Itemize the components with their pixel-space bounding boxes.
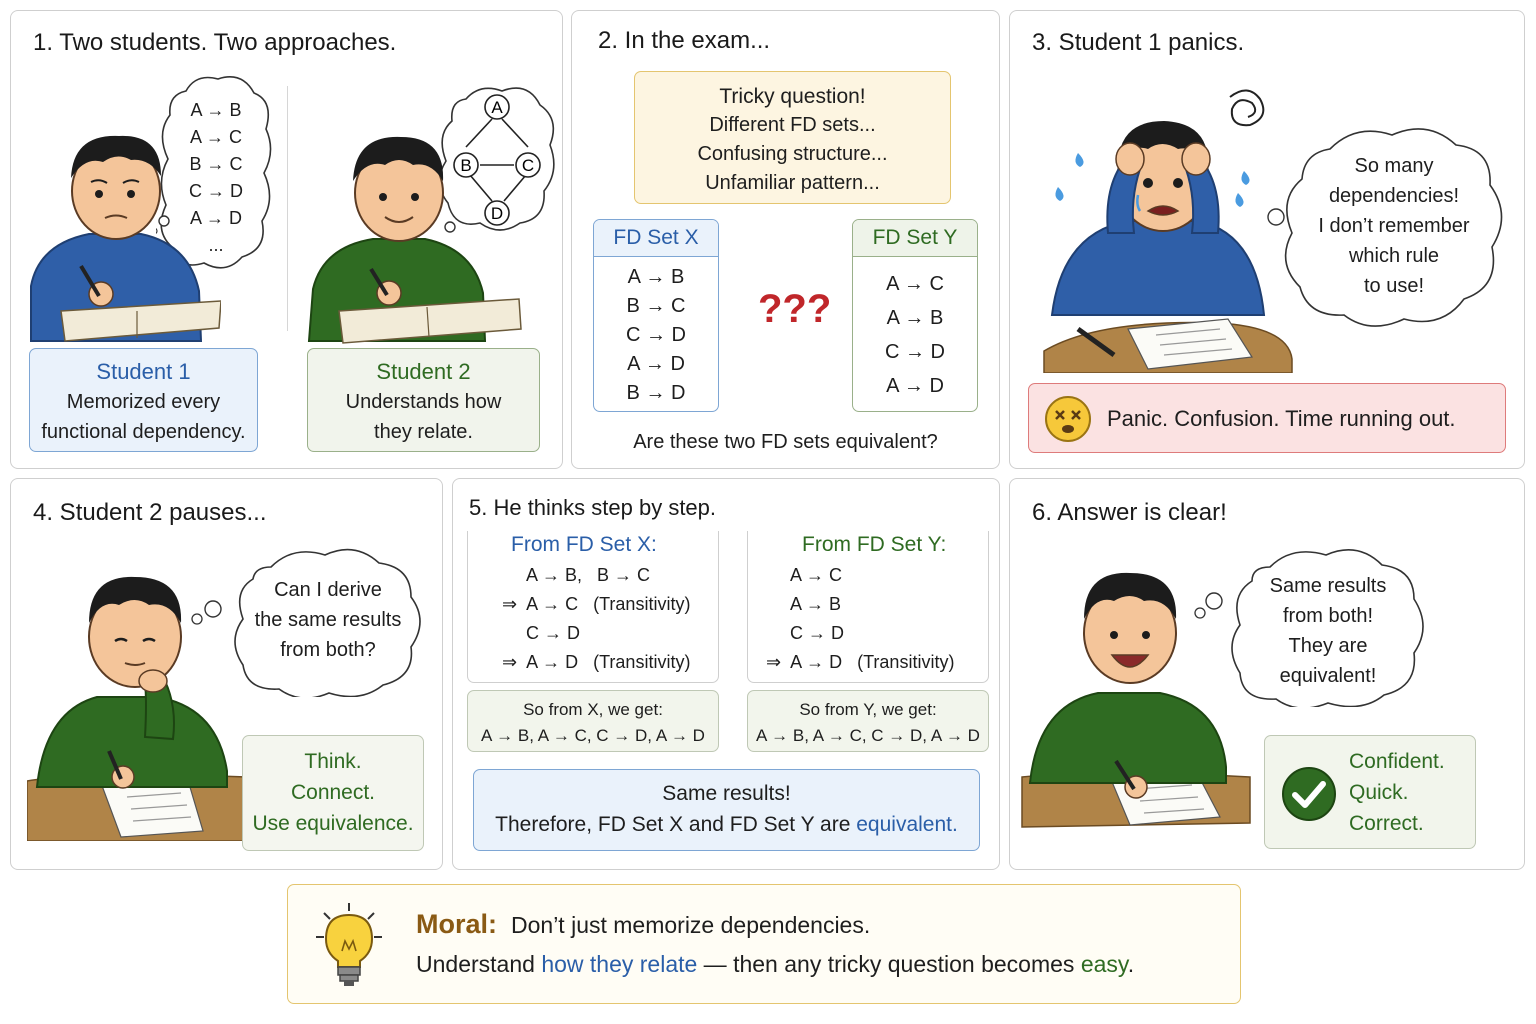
equivalent-thought-line: They are <box>1288 635 1368 657</box>
panic-banner <box>1028 383 1506 453</box>
from-y-summary-list: A → B, A → C, C → D, A → D <box>756 726 980 745</box>
from-y-title: From FD Set Y: <box>802 533 947 556</box>
panic-thought-line: dependencies! <box>1328 185 1460 207</box>
student-2-studying-illustration <box>299 121 529 351</box>
memorized-fd-item: C → D <box>189 181 243 201</box>
student-1-studying-illustration <box>21 116 221 346</box>
fd-set-y-list <box>853 257 977 403</box>
from-x-summary <box>467 690 719 752</box>
diagram-node-b: B <box>460 156 472 175</box>
moral-line-1-text: Don’t just memorize dependencies. <box>511 912 871 938</box>
fd-set-y-item: A → B <box>886 307 944 329</box>
panel-2-title: 2. In the exam... <box>598 27 771 54</box>
panic-thought-line: to use! <box>1363 275 1425 297</box>
panel-5 <box>452 478 1000 870</box>
tricky-question-box <box>634 71 951 204</box>
diagram-node-a: A <box>491 98 503 117</box>
equivalent-thought-cloud <box>1228 545 1428 707</box>
derive-thought-line: from both? <box>280 639 376 661</box>
question-marks: ??? <box>758 287 832 331</box>
from-x-summary-head: So from X, we get: <box>523 700 663 719</box>
panel-4-title: 4. Student 2 pauses... <box>33 499 267 526</box>
moral-how-they-relate: how they relate <box>541 951 698 977</box>
moral-line-2-pre: Understand <box>416 951 542 977</box>
from-x-step: A → B, B → C <box>526 565 651 585</box>
think-connect-box <box>242 735 424 851</box>
fd-set-y-card <box>852 219 978 412</box>
equivalent-thought-text <box>1228 571 1428 691</box>
fd-set-x-list <box>594 257 718 408</box>
derive-thought-line: the same results <box>254 609 402 631</box>
from-y-step: C → D <box>790 623 844 643</box>
confident-lines <box>1349 746 1445 839</box>
think-connect-line: Think. <box>304 750 362 773</box>
equivalent-thought-line: equivalent! <box>1279 665 1377 687</box>
from-y-steps <box>766 561 954 677</box>
memorized-fd-item: A → D <box>189 208 242 228</box>
fd-set-x-item: A → B <box>627 266 685 288</box>
equivalent-thought-line: Same results <box>1269 575 1387 597</box>
student-1-desc-line: Memorized every <box>66 391 221 413</box>
dizzy-face-icon <box>1043 394 1093 444</box>
fd-set-x-item: A → D <box>627 353 685 375</box>
panic-thought-cloud <box>1278 123 1510 331</box>
panel-1-title: 1. Two students. Two approaches. <box>33 29 397 56</box>
memorized-fd-item: A → C <box>189 127 242 147</box>
student-1-name: Student 1 <box>96 359 191 384</box>
fd-set-x-title: FD Set X <box>594 220 718 257</box>
checkmark-icon <box>1281 766 1337 822</box>
student-2-desc-line: they relate. <box>374 421 473 443</box>
panic-thought-line: So many <box>1354 155 1434 177</box>
panel-1-divider <box>287 86 288 331</box>
panel-5-title: 5. He thinks step by step. <box>469 495 717 520</box>
from-y-step: A → B <box>790 594 842 614</box>
panic-thought-line: I don’t remember <box>1318 215 1470 237</box>
student-2-card <box>307 348 540 452</box>
confident-line: Confident. <box>1349 750 1445 773</box>
result-equivalent-word: equivalent. <box>856 813 958 836</box>
moral-easy: easy <box>1080 951 1128 977</box>
panel-1 <box>10 10 563 469</box>
equivalent-thought-line: from both! <box>1282 605 1374 627</box>
tricky-question-line: Confusing structure... <box>697 143 888 165</box>
from-x-title: From FD Set X: <box>511 533 657 556</box>
student-1-card <box>29 348 258 452</box>
panel-2 <box>571 10 1000 469</box>
fd-set-x-item: B → D <box>626 382 686 404</box>
derive-thought-line: Can I derive <box>274 579 382 601</box>
panel-3-title: 3. Student 1 panics. <box>1032 29 1245 56</box>
tricky-question-line: Unfamiliar pattern... <box>705 172 880 194</box>
confident-line: Quick. <box>1349 781 1409 804</box>
panel-6-title: 6. Answer is clear! <box>1032 499 1227 526</box>
from-x-derivation <box>467 531 719 683</box>
fd-set-x-item: C → D <box>626 324 686 346</box>
fd-set-y-title: FD Set Y <box>853 220 977 257</box>
from-y-step: ⇒ A → D (Transitivity) <box>766 652 955 672</box>
student-1-desc-line: functional dependency. <box>41 421 246 443</box>
panic-thought-text <box>1278 151 1510 301</box>
derive-thought-text <box>231 575 425 665</box>
derive-thought-cloud <box>231 545 425 697</box>
confident-line: Correct. <box>1349 812 1424 835</box>
panel-4 <box>10 478 443 870</box>
from-x-step: ⇒ A → C (Transitivity) <box>502 594 691 614</box>
from-x-summary-list: A → B, A → C, C → D, A → D <box>481 726 705 745</box>
result-line <box>474 809 979 840</box>
fd-set-y-item: A → C <box>886 273 944 295</box>
moral-label: Moral: <box>416 909 497 939</box>
from-y-step: A → C <box>790 565 843 585</box>
think-connect-line: Connect. <box>290 781 376 804</box>
memorized-fd-item: A → B <box>190 100 242 120</box>
result-head: Same results! <box>662 782 791 805</box>
student-2-name: Student 2 <box>376 359 471 384</box>
panel-6 <box>1009 478 1525 870</box>
panic-thought-line: which rule <box>1348 245 1440 267</box>
student-2-desc-line: Understands how <box>345 391 502 413</box>
memorized-fd-item: ... <box>208 235 224 255</box>
equivalence-result-box <box>473 769 980 851</box>
tricky-question-head: Tricky question! <box>719 85 866 108</box>
panel-3 <box>1009 10 1525 469</box>
from-y-summary-head: So from Y, we get: <box>799 700 937 719</box>
moral-line-1 <box>416 909 870 940</box>
moral-line-2 <box>416 951 1134 978</box>
from-y-summary <box>747 690 989 752</box>
diagram-node-d: D <box>490 204 504 223</box>
moral-banner <box>287 884 1241 1004</box>
panic-banner-text: Panic. Confusion. Time running out. <box>1107 406 1456 431</box>
moral-line-2-mid: — then any tricky question becomes <box>697 951 1081 977</box>
memorized-fd-item: B → C <box>189 154 243 174</box>
from-x-steps <box>502 561 690 677</box>
from-y-derivation <box>747 531 989 683</box>
result-pre: Therefore, FD Set X and FD Set Y are <box>495 813 857 836</box>
confident-box <box>1264 735 1476 849</box>
from-x-step: C → D <box>526 623 580 643</box>
fd-set-x-item: B → C <box>626 295 686 317</box>
fd-set-x-card <box>593 219 719 412</box>
fd-set-y-item: C → D <box>885 341 945 363</box>
lightbulb-icon <box>314 901 384 991</box>
moral-line-2-end: . <box>1127 951 1135 977</box>
diagram-node-c: C <box>521 156 535 175</box>
tricky-question-line: Different FD sets... <box>709 114 876 136</box>
equivalence-question: Are these two FD sets equivalent? <box>633 431 938 453</box>
fd-set-y-item: A → D <box>886 375 944 397</box>
from-x-step: ⇒ A → D (Transitivity) <box>502 652 691 672</box>
think-connect-line: Use equivalence. <box>252 812 414 835</box>
